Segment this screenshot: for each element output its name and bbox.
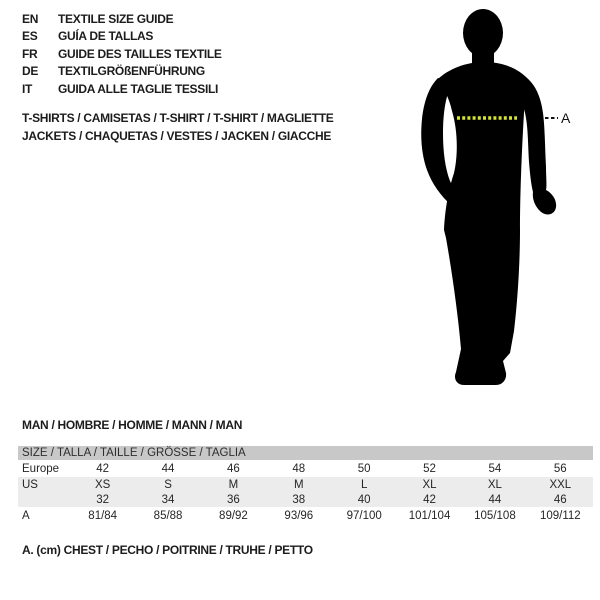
language-label: TEXTILGRÖßENFÜHRUNG — [58, 64, 205, 79]
language-list — [22, 11, 222, 98]
size-cell: 56 — [528, 460, 593, 477]
size-cell: 105/108 — [462, 507, 527, 524]
row-label-us: US — [18, 477, 70, 492]
size-cell: XXL — [528, 477, 593, 492]
size-table-header-row — [18, 446, 593, 460]
size-cell: 52 — [397, 460, 462, 477]
size-cell: 46 — [201, 460, 266, 477]
size-cell: 48 — [266, 460, 331, 477]
language-row — [22, 46, 222, 63]
language-label: GUÍA DE TALLAS — [58, 29, 154, 44]
size-cell: 101/104 — [397, 507, 462, 524]
size-cell: XL — [397, 477, 462, 492]
size-table-header: SIZE / TALLA / TAILLE / GRÖSSE / TAGLIA — [18, 446, 593, 460]
language-label: TEXTILE SIZE GUIDE — [58, 12, 174, 26]
silhouette-legs — [444, 230, 520, 385]
size-cell: 34 — [135, 492, 200, 507]
size-table-row-us — [18, 477, 593, 492]
language-row — [22, 11, 222, 28]
size-cell: M — [201, 477, 266, 492]
language-code: EN — [22, 12, 39, 26]
size-cell: 89/92 — [201, 507, 266, 524]
language-code: DE — [22, 64, 39, 79]
size-table — [18, 446, 593, 524]
language-row — [22, 63, 222, 80]
silhouette-neck — [472, 44, 494, 64]
size-cell: XL — [462, 477, 527, 492]
row-label-europe: Europe — [18, 460, 70, 477]
size-cell: 42 — [70, 460, 135, 477]
size-cell: 44 — [135, 460, 200, 477]
language-label: GUIDA ALLE TAGLIE TESSILI — [58, 81, 219, 96]
size-cell: 46 — [528, 492, 593, 507]
row-label-blank — [18, 492, 70, 507]
size-cell: 85/88 — [135, 507, 200, 524]
man-silhouette-figure — [400, 0, 600, 400]
size-cell: M — [266, 477, 331, 492]
size-cell: L — [332, 477, 397, 492]
size-table-row-europe — [18, 460, 593, 477]
garment-line-jackets: JACKETS / CHAQUETAS / VESTES / JACKEN / GIACCHE — [22, 129, 332, 143]
size-cell: 38 — [266, 492, 331, 507]
size-cell: 109/112 — [528, 507, 593, 524]
size-cell: 97/100 — [332, 507, 397, 524]
size-cell: 93/96 — [266, 507, 331, 524]
garment-types — [22, 109, 334, 145]
language-label: GUIDE DES TAILLES TEXTILE — [58, 46, 222, 61]
size-table-row-numeric — [18, 492, 593, 507]
size-cell: 81/84 — [70, 507, 135, 524]
size-cell: 42 — [397, 492, 462, 507]
size-cell: 50 — [332, 460, 397, 477]
size-cell: 54 — [462, 460, 527, 477]
size-cell: 32 — [70, 492, 135, 507]
size-table-row-chest-cm — [18, 507, 593, 524]
size-cell: 36 — [201, 492, 266, 507]
size-cell: 40 — [332, 492, 397, 507]
measurement-footnote: A. (cm) CHEST / PECHO / POITRINE / TRUHE / PETTO — [22, 543, 313, 557]
garment-line-tshirts: T-SHIRTS / CAMISETAS / T-SHIRT / T-SHIRT / MAGLIETTE — [22, 111, 334, 125]
size-cell: 44 — [462, 492, 527, 507]
language-row — [22, 81, 222, 98]
language-code: ES — [22, 29, 38, 44]
language-code: FR — [22, 46, 38, 61]
size-cell: XS — [70, 477, 135, 492]
row-label-a: A — [18, 507, 70, 524]
language-row — [22, 28, 222, 45]
measurement-label-a: A — [561, 110, 571, 126]
size-cell: S — [135, 477, 200, 492]
language-code: IT — [22, 81, 33, 96]
section-title-man: MAN / HOMBRE / HOMME / MANN / MAN — [22, 418, 243, 432]
